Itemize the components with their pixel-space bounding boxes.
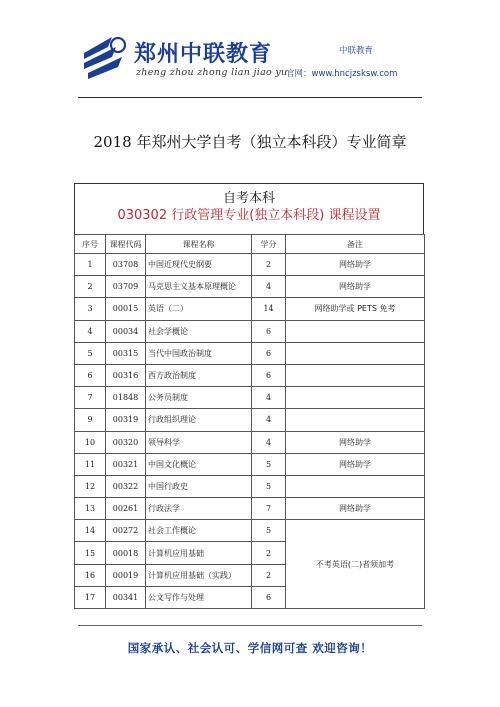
row-no: 7: [75, 387, 106, 409]
row-name: 社会学概论: [146, 320, 252, 342]
row-no: 13: [75, 498, 106, 520]
row-name: 社会工作概论: [146, 520, 252, 542]
row-code: 00261: [106, 498, 146, 520]
row-code: 00018: [106, 542, 146, 564]
brand-title: 郑州中联教育: [134, 42, 273, 67]
row-credit: 2: [252, 254, 286, 276]
row-name: 中国文化概论: [146, 453, 252, 475]
row-credit: 5: [252, 520, 286, 542]
row-no: 11: [75, 453, 106, 475]
table-row: [75, 387, 425, 409]
org-name: 中联教育: [339, 46, 374, 56]
table-row: [75, 298, 425, 320]
row-credit: 6: [252, 320, 286, 342]
row-code: 00341: [106, 586, 146, 608]
row-name: 西方政治制度: [146, 364, 252, 386]
row-note: 网络助学: [286, 431, 425, 453]
row-note: 网络助学: [286, 276, 425, 298]
row-credit: 4: [252, 276, 286, 298]
row-credit: 6: [252, 342, 286, 364]
row-note: [286, 364, 425, 386]
footer-slogan: 国家承认、社会认可、学信网可查 欢迎咨询！: [127, 641, 373, 655]
row-name: 行政法学: [146, 498, 252, 520]
course-table-heading: [74, 183, 424, 234]
col-header-no: 序号: [75, 235, 106, 254]
row-code: 03709: [106, 276, 146, 298]
row-credit: 7: [252, 498, 286, 520]
row-name: 公文写作与处理: [146, 586, 252, 608]
row-credit: 6: [252, 364, 286, 386]
row-code: 00019: [106, 564, 146, 586]
row-no: 10: [75, 431, 106, 453]
row-code: 00316: [106, 364, 146, 386]
course-table: [74, 234, 425, 609]
table-row: [75, 276, 425, 298]
row-name: 马克思主义基本原理概论: [146, 276, 252, 298]
website-link[interactable]: 官网：www.hncjzsksw.com: [286, 69, 398, 79]
row-no: 4: [75, 320, 106, 342]
row-credit: 4: [252, 431, 286, 453]
table-row: [75, 520, 425, 542]
row-no: 3: [75, 298, 106, 320]
row-credit: 2: [252, 542, 286, 564]
heading-degree: 自考本科: [222, 191, 275, 206]
row-no: 12: [75, 475, 106, 497]
row-no: 9: [75, 409, 106, 431]
row-code: 01848: [106, 387, 146, 409]
row-code: 00319: [106, 409, 146, 431]
row-code: 00034: [106, 320, 146, 342]
table-row: [75, 431, 425, 453]
header-divider: [78, 97, 422, 98]
row-code: 00272: [106, 520, 146, 542]
row-code: 00321: [106, 453, 146, 475]
row-name: 中国近现代史纲要: [146, 254, 252, 276]
row-code: 00322: [106, 475, 146, 497]
row-no: 17: [75, 586, 106, 608]
row-name: 当代中国政治制度: [146, 342, 252, 364]
row-name: 公务员制度: [146, 387, 252, 409]
row-credit: 5: [252, 475, 286, 497]
row-credit: 2: [252, 564, 286, 586]
row-note: [286, 342, 425, 364]
brand-emblem-icon: [78, 33, 134, 83]
table-row: [75, 475, 425, 497]
row-credit: 5: [252, 453, 286, 475]
row-note: 网络助学: [286, 254, 425, 276]
brand-pinyin: zheng zhou zhong lian jiao yu: [136, 67, 288, 78]
row-note: 网络助学或 PETS 免考: [286, 298, 425, 320]
row-credit: 4: [252, 387, 286, 409]
row-note: [286, 475, 425, 497]
course-table-container: [74, 183, 424, 609]
row-no: 6: [75, 364, 106, 386]
row-no: 2: [75, 276, 106, 298]
row-code: 00320: [106, 431, 146, 453]
row-no: 5: [75, 342, 106, 364]
row-code: 03708: [106, 254, 146, 276]
row-name: 中国行政史: [146, 475, 252, 497]
row-no: 15: [75, 542, 106, 564]
table-row: [75, 453, 425, 475]
table-row: [75, 364, 425, 386]
row-credit: 14: [252, 298, 286, 320]
document-title: 2018 年郑州大学自考（独立本科段）专业简章: [93, 133, 407, 151]
col-header-credit: 学分: [252, 235, 286, 254]
col-header-name: 课程名称: [146, 235, 252, 254]
row-note: [286, 320, 425, 342]
row-credit: 4: [252, 409, 286, 431]
table-row: [75, 254, 425, 276]
table-row: [75, 498, 425, 520]
row-note: 网络助学: [286, 453, 425, 475]
row-name: 行政组织理论: [146, 409, 252, 431]
col-header-note: 备注: [286, 235, 425, 254]
row-note-merged: 不考英语(二)者须加考: [286, 520, 425, 609]
table-row: [75, 320, 425, 342]
row-code: 00015: [106, 298, 146, 320]
heading-major: 030302 行政管理专业(独立本科段) 课程设置: [117, 208, 381, 223]
row-note: [286, 387, 425, 409]
row-credit: 6: [252, 586, 286, 608]
row-name: 计算机应用基础（实践）: [146, 564, 252, 586]
row-no: 16: [75, 564, 106, 586]
table-row: [75, 342, 425, 364]
col-header-code: 课程代码: [106, 235, 146, 254]
row-no: 1: [75, 254, 106, 276]
footer-divider: [78, 625, 422, 626]
table-row: [75, 409, 425, 431]
row-code: 00315: [106, 342, 146, 364]
row-note: [286, 409, 425, 431]
row-name: 领导科学: [146, 431, 252, 453]
table-header-row: [75, 235, 425, 254]
brand-logo: [78, 33, 288, 87]
row-name: 计算机应用基础: [146, 542, 252, 564]
row-name: 英语（二）: [146, 298, 252, 320]
row-note: 网络助学: [286, 498, 425, 520]
row-no: 14: [75, 520, 106, 542]
